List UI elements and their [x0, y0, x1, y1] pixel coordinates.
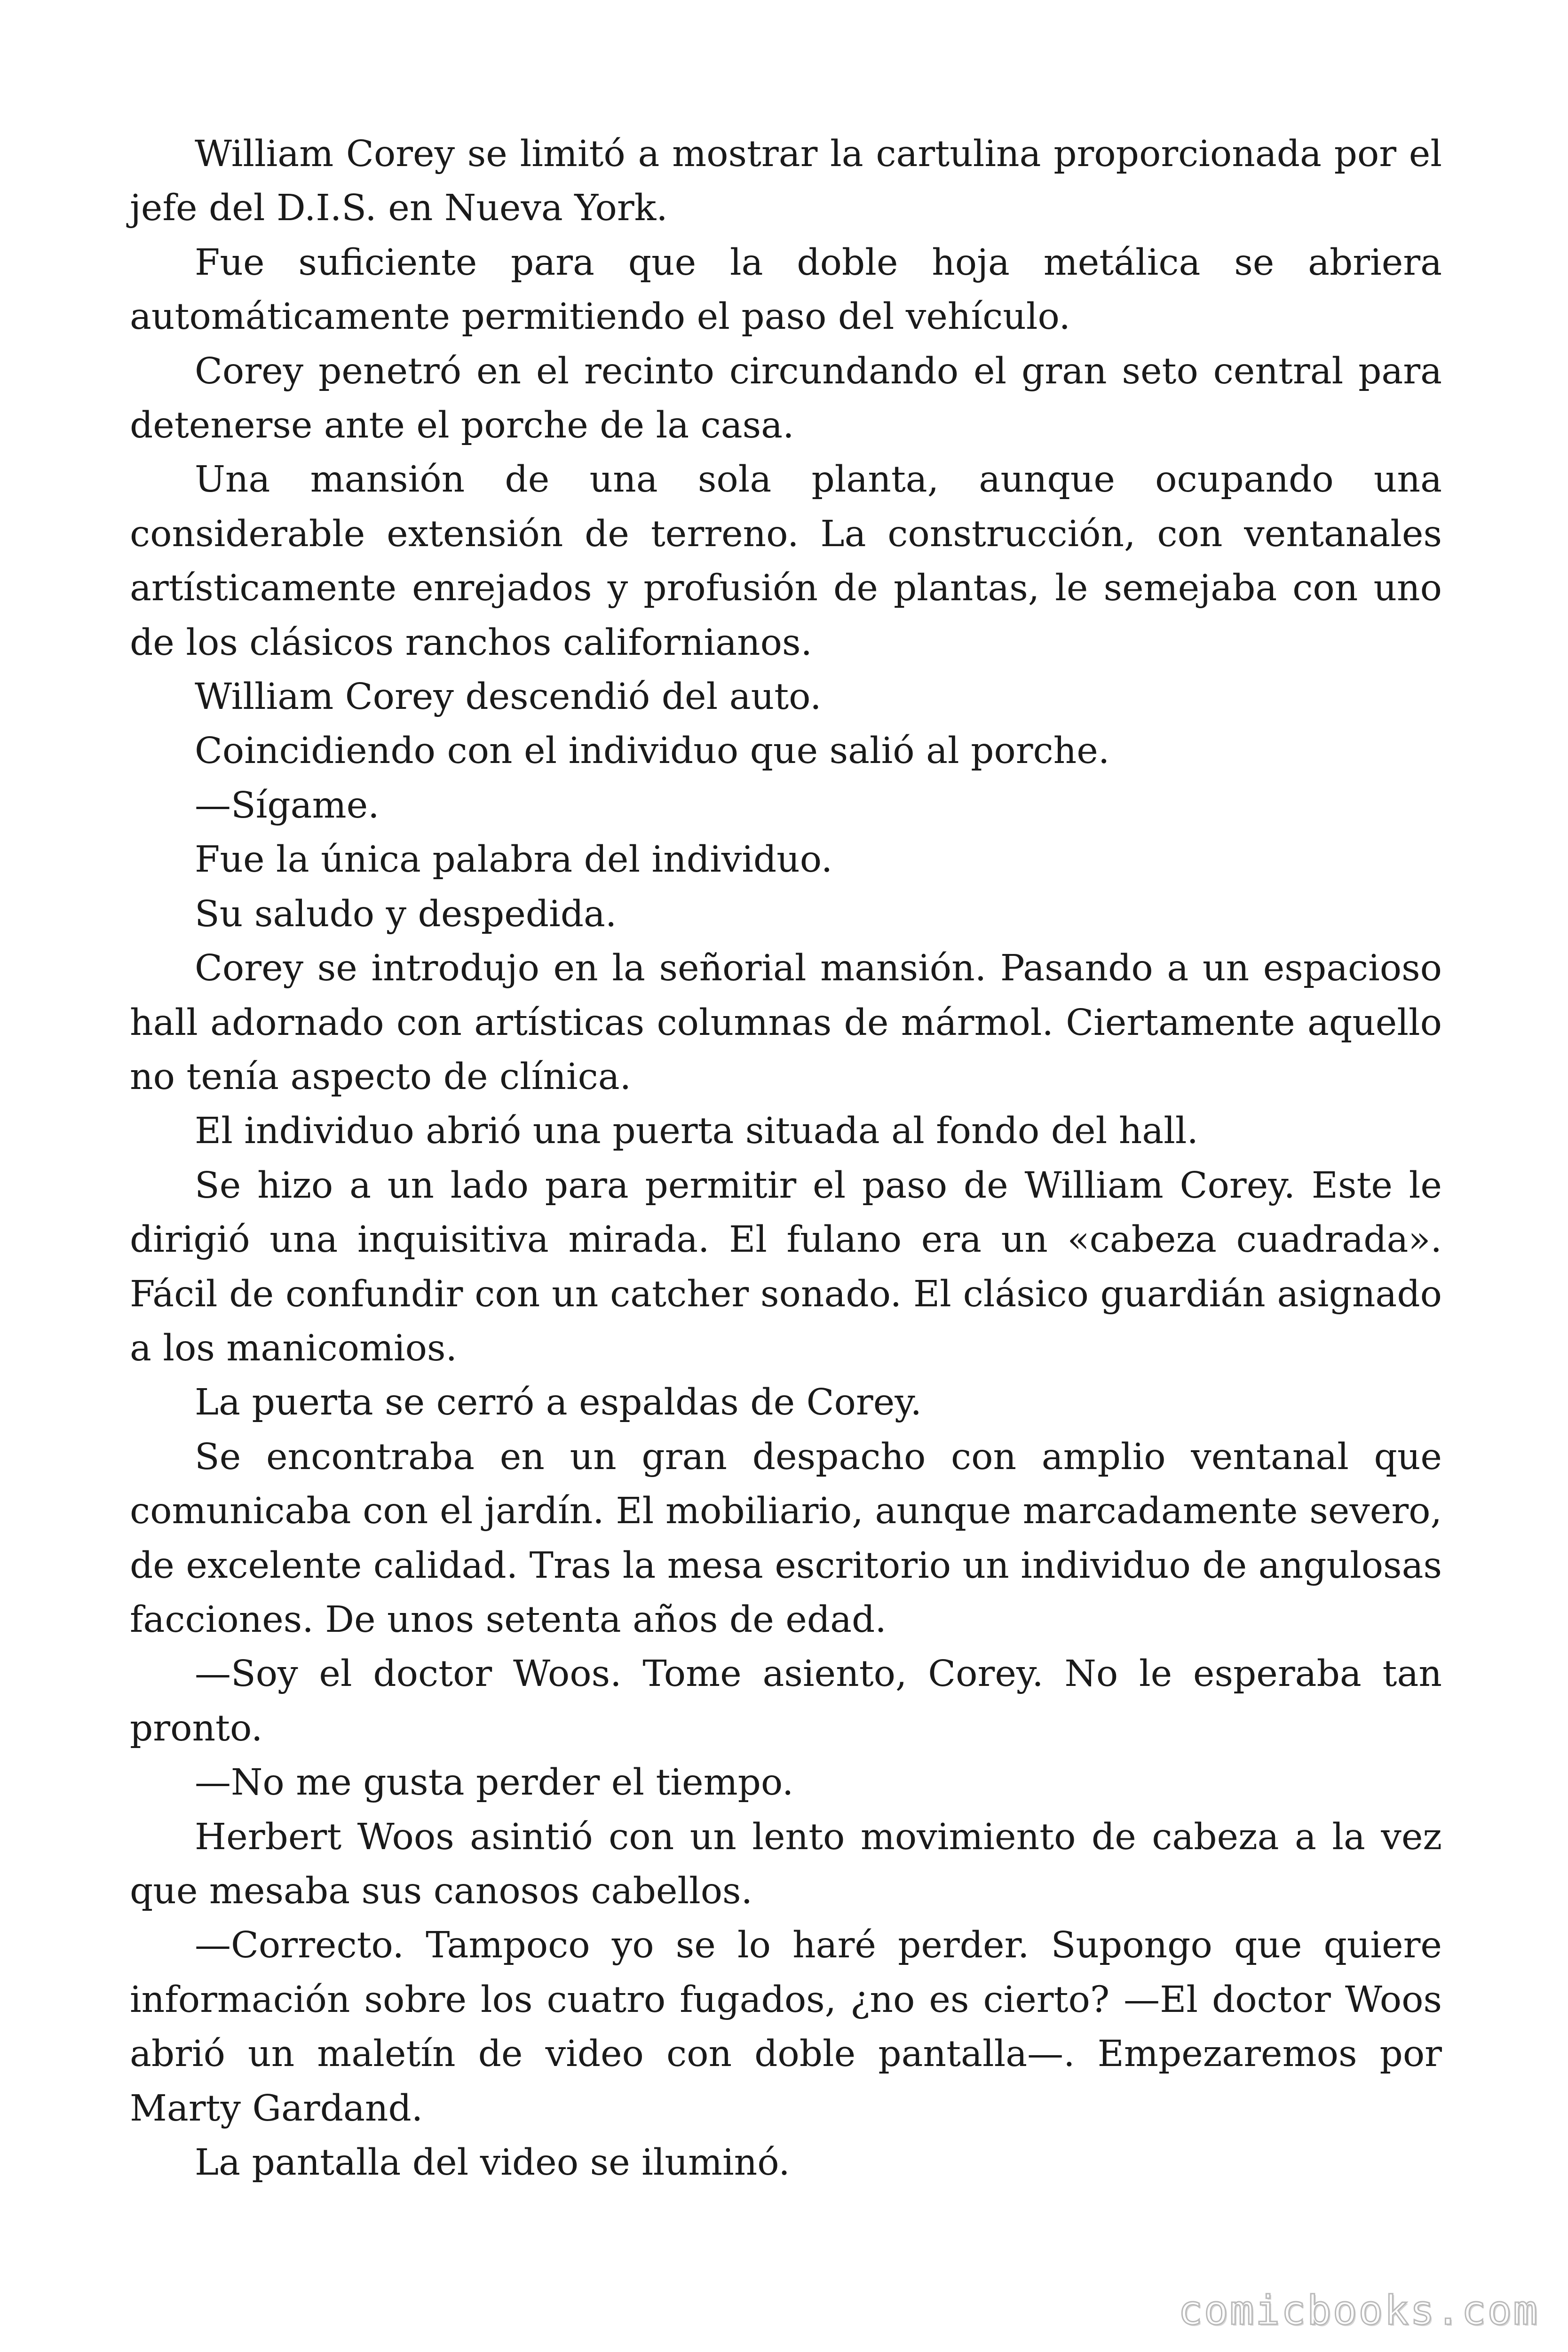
paragraph: Su saludo y despedida.	[195, 893, 617, 935]
paragraph: Corey penetró en el recinto circundando el gran seto central para detenerse ante el porche de la casa.	[130, 350, 1442, 447]
watermark: comicbooks.com	[1178, 2287, 1539, 2334]
paragraph: —No me gusta perder el tiempo.	[195, 1762, 794, 1804]
paragraph: La puerta se cerró a espaldas de Corey.	[195, 1382, 922, 1424]
paragraph: Coincidiendo con el individuo que salió al porche.	[195, 730, 1110, 772]
paragraph: La pantalla del video se iluminó.	[195, 2142, 790, 2184]
paragraph: Herbert Woos asintió con un lento movimiento de cabeza a la vez que mesaba sus canosos cabellos.	[130, 1816, 1442, 1912]
paragraph: Se hizo a un lado para permitir el paso de William Corey. Este le dirigió una inquisitiva mirada. El fulano era un «cabeza cuadrada». Fácil de confundir con un catcher sonado. El clásico guardián asignado a los manicomios.	[130, 1164, 1442, 1369]
paragraph: Fue la única palabra del individuo.	[195, 839, 833, 881]
paragraph: El individuo abrió una puerta situada al fondo del hall.	[195, 1110, 1198, 1152]
paragraph: William Corey se limitó a mostrar la cartulina proporcionada por el jefe del D.I.S. en Nueva York.	[130, 133, 1442, 230]
paragraph: Fue suficiente para que la doble hoja metálica se abriera automáticamente permitiendo el paso del vehículo.	[130, 241, 1442, 338]
paragraph: Corey se introdujo en la señorial mansión. Pasando a un espacioso hall adornado con artísticas columnas de mármol. Ciertamente aquello no tenía aspecto de clínica.	[130, 947, 1442, 1098]
paragraph: —Soy el doctor Woos. Tome asiento, Corey. No le esperaba tan pronto.	[130, 1653, 1442, 1749]
paragraph: William Corey descendió del auto.	[195, 676, 822, 718]
paragraph: —Sígame.	[195, 784, 380, 826]
paragraph: Se encontraba en un gran despacho con amplio ventanal que comunicaba con el jardín. El mobiliario, aunque marcadamente severo, de excelente calidad. Tras la mesa escritorio un individuo de angulosas facciones. De unos setenta años de edad.	[130, 1436, 1442, 1641]
paragraph: Una mansión de una sola planta, aunque ocupando una considerable extensión de terreno. La construcción, con ventanales artísticamente enrejados y profusión de plantas, le semejaba con uno de los clásicos ranchos californianos.	[130, 459, 1442, 664]
book-page-text	[130, 127, 1442, 2190]
paragraph: —Correcto. Tampoco yo se lo haré perder. Supongo que quiere información sobre los cuatro fugados, ¿no es cierto? —El doctor Woos abrió un maletín de video con doble pantalla—. Empezaremos por Marty Gardand.	[130, 1924, 1442, 2130]
